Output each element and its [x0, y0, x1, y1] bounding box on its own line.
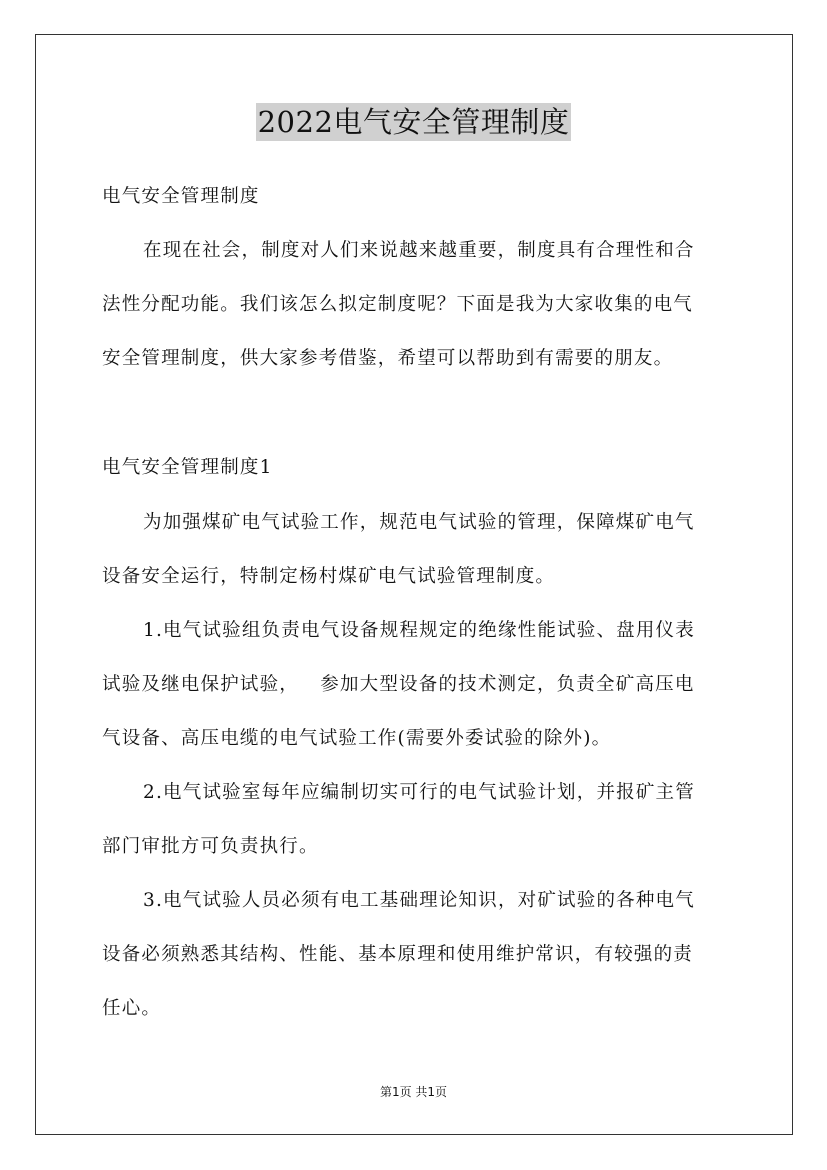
paragraph-line: 为加强煤矿电气试验工作，规范电气试验的管理，保障煤矿电气: [143, 512, 695, 533]
section-heading: 电气安全管理制度: [102, 186, 260, 207]
list-item-line: 试验及继电保护试验， 参加大型设备的技术测定，负责全矿高压电: [102, 674, 695, 695]
intro-line: 在现在社会，制度对人们来说越来越重要，制度具有合理性和合: [143, 240, 695, 261]
list-item-line: 2.电气试验室每年应编制切实可行的电气试验计划，并报矿主管: [143, 782, 695, 803]
intro-line: 安全管理制度，供大家参考借鉴，希望可以帮助到有需要的朋友。: [102, 348, 674, 369]
section-heading: 电气安全管理制度1: [102, 457, 273, 478]
list-item-line: 气设备、高压电缆的电气试验工作(需要外委试验的除外)。: [102, 728, 612, 749]
page-footer: [0, 1083, 827, 1100]
page-number: 第1页 共1页: [379, 1085, 448, 1099]
list-item-line: 1.电气试验组负责电气设备规程规定的绝缘性能试验、盘用仪表: [143, 620, 695, 641]
intro-line: 法性分配功能。我们该怎么拟定制度呢？下面是我为大家收集的电气: [102, 294, 694, 315]
list-item-line: 3.电气试验人员必须有电工基础理论知识，对矿试验的各种电气: [143, 890, 695, 911]
list-item-line: 设备必须熟悉其结构、性能、基本原理和使用维护常识，有较强的责: [102, 944, 694, 965]
paragraph-line: 设备安全运行，特制定杨村煤矿电气试验管理制度。: [102, 566, 556, 587]
document-title: [0, 100, 827, 141]
title-text: 2022电气安全管理制度: [257, 105, 570, 139]
list-item-line: 任心。: [102, 998, 162, 1019]
list-item-line: 部门审批方可负责执行。: [102, 836, 319, 857]
